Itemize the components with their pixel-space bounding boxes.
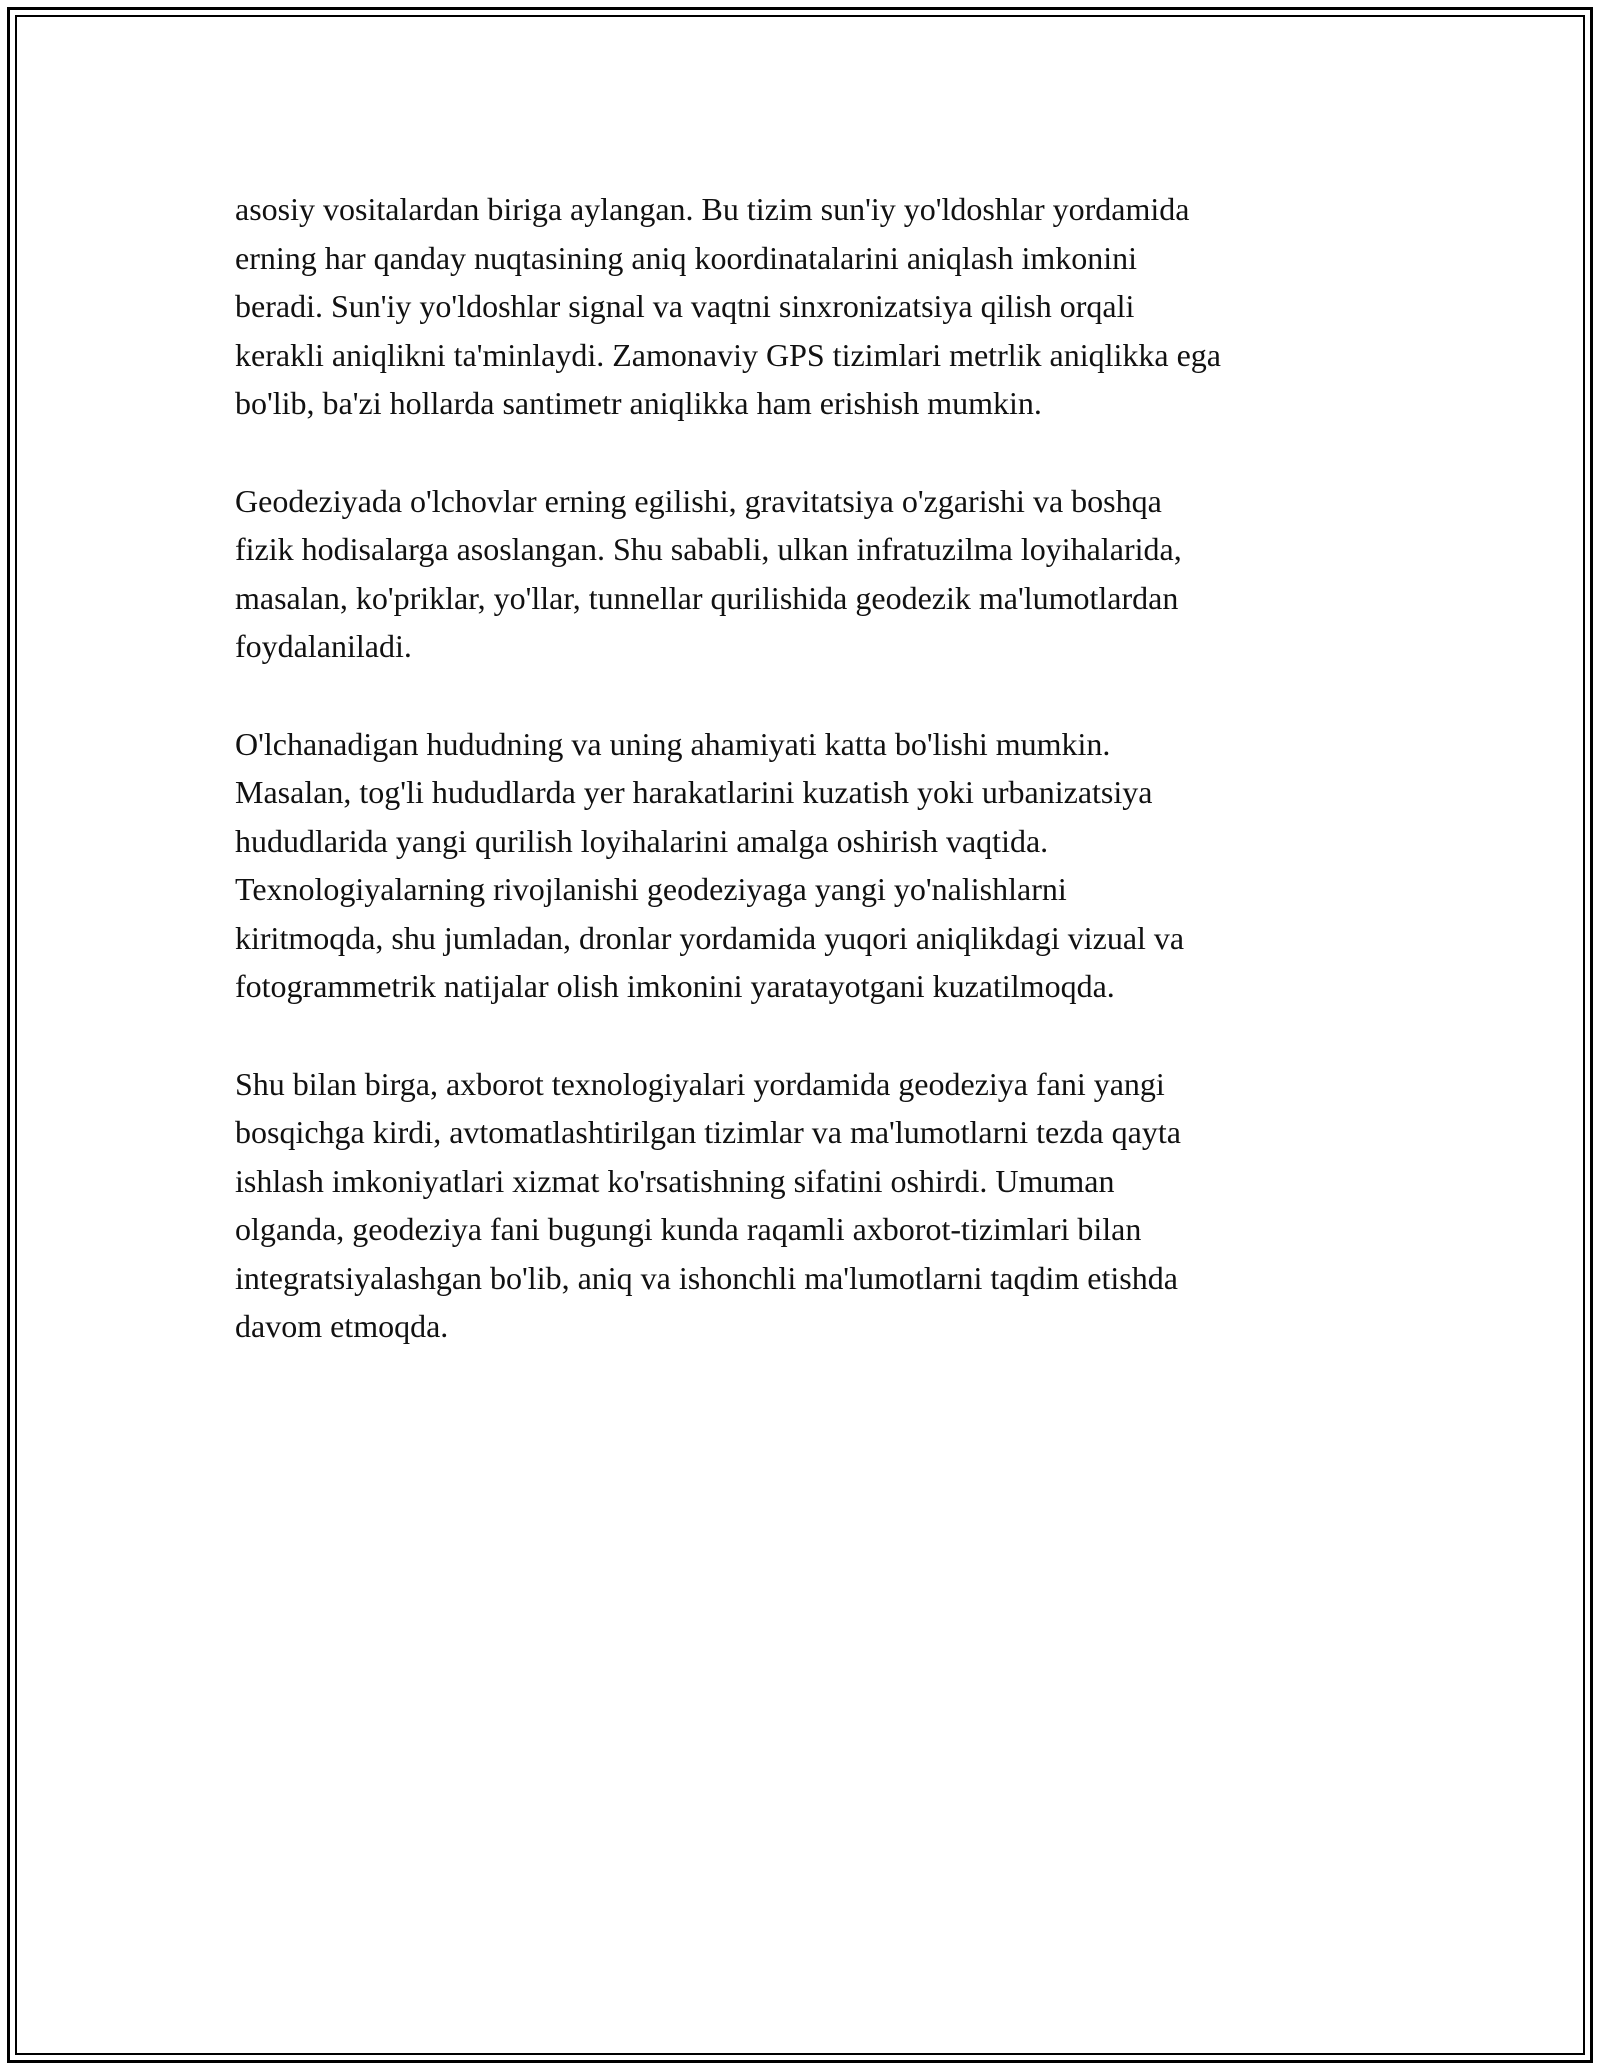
document-body: [235, 185, 1385, 1400]
paragraph-measured-area: O'lchanadigan hududning va uning ahamiyati katta bo'lishi mumkin. Masalan, tog'li hududlarda yer harakatlarini kuzatish yoki urbanizatsiya hududlarida yangi qurilish loyihalarini amalga oshirish vaqtida. Texnologiyalarning rivojlanishi geodeziyaga yangi yo'nalishlarni kiritmoqda, shu jumladan, dronlar yordamida yuqori aniqlikdagi vizual va fotogrammetrik natijalar olish imkonini yaratayotgani kuzatilmoqda.: [235, 725, 1185, 1004]
paragraph-gps: asosiy vositalardan biriga aylangan. Bu tizim sun'iy yo'ldoshlar yordamida erning har qanday nuqtasining aniq koordinatalarini aniqlash imkonini beradi. Sun'iy yo'ldoshlar signal va vaqtni sinxronizatsiya qilish orqali kerakli aniqlikni ta'minlaydi. Zamonaviy GPS tizimlari metrlik aniqlikka ega bo'lib, ba'zi hollarda santimetr aniqlikka ham erishish mumkin.: [235, 191, 1221, 421]
paragraph-information-technology: Shu bilan birga, axborot texnologiyalari yordamida geodeziya fani yangi bosqichga kirdi, avtomatlashtirilgan tizimlar va ma'lumotlarni tezda qayta ishlash imkoniyatlari xizmat ko'rsatishning sifatini oshirdi. Umuman olganda, geodeziya fani bugungi kunda raqamli axborot-tizimlari bilan integratsiyalashgan bo'lib, aniq va ishonchli ma'lumotlarni taqdim etishda davom etmoqda.: [235, 1065, 1181, 1344]
paragraph-geodesy-measurements: Geodeziyada o'lchovlar erning egilishi, gravitatsiya o'zgarishi va boshqa fizik hodisalarga asoslangan. Shu sababli, ulkan infratuzilma loyihalarida, masalan, ko'priklar, yo'llar, tunnellar qurilishida geodezik ma'lumotlardan foydalaniladi.: [235, 482, 1182, 664]
